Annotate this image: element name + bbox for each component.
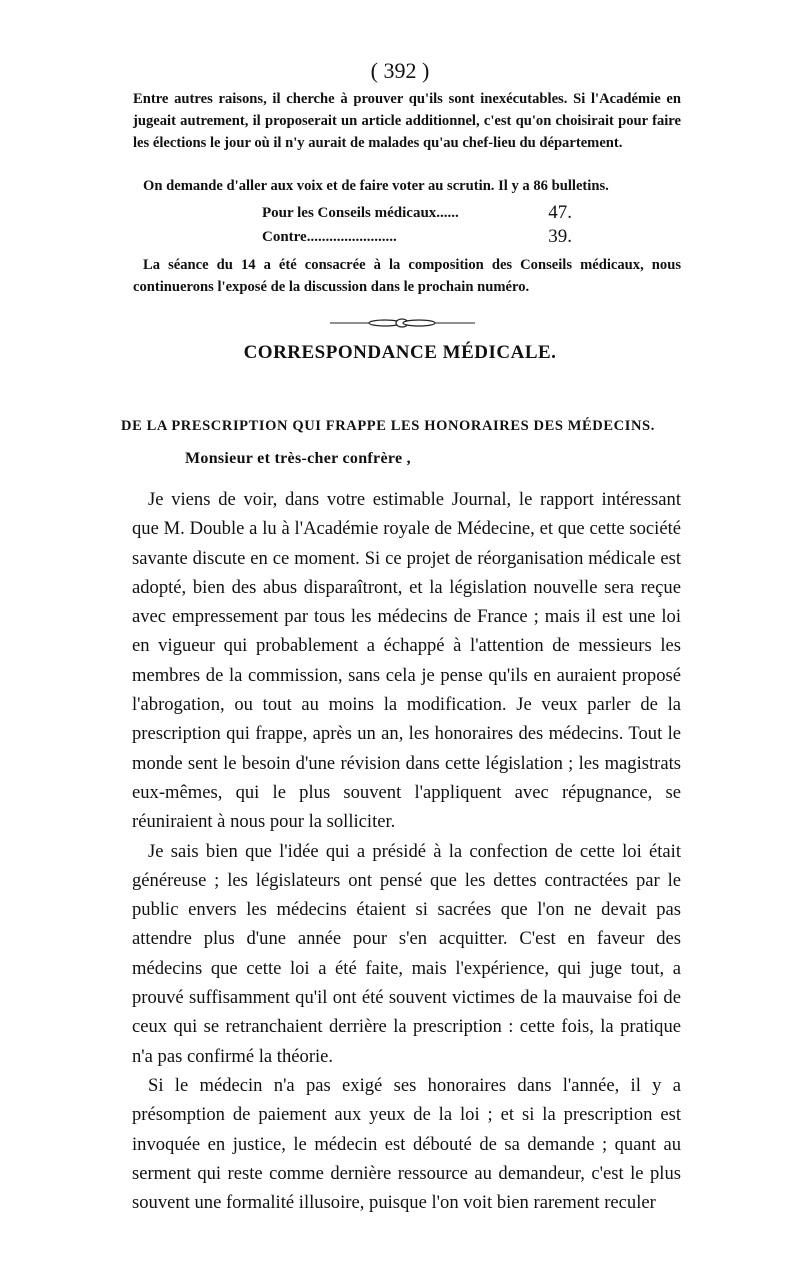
vote-value: 39. <box>548 226 572 247</box>
previous-discussion <box>133 88 681 154</box>
article-title: DE LA PRESCRIPTION QUI FRAPPE LES HONORAIRES DES MÉDECINS. <box>121 418 655 434</box>
section-title: CORRESPONDANCE MÉDICALE. <box>243 342 557 363</box>
vote-request <box>133 175 681 197</box>
discussion-paragraph: Entre autres raisons, il cherche à prouver qu'ils sont inexécutables. Si l'Académie en jugeait autrement, il proposerait un article additionnel, c'est qu'on choisirait pour faire les élections le jour où il n'y aurait de malades qu'au chef-lieu du département. <box>133 91 681 151</box>
body-paragraph: Je sais bien que l'idée qui a présidé à la confection de cette loi était généreuse ; les législateurs ont pensé que les dettes contractées par le public envers les médecins étaient si sacrées que l'on ne devait pas attendre plus d'une année pour s'en acquitter. C'est en faveur des médecins que cette loi a été faite, mais l'expérience, qui juge tout, a prouvé suffisamment qu'il ont été souvent victimes de la mauvaise foi de ceux qui se retranchaient derrière la prescription : cette fois, la pratique n'a pas confirmé la théorie. <box>132 840 681 1067</box>
page-number: ( 392 ) <box>370 58 430 83</box>
vote-row <box>262 225 572 249</box>
vote-label: Contre........................ <box>262 229 397 245</box>
ornament-divider-icon <box>330 316 475 330</box>
body-paragraph: Si le médecin n'a pas exigé ses honoraires dans l'année, il y a présomption de paiement aux yeux de la loi ; et si la prescription est invoquée en justice, le médecin est débouté de sa demande ; quant au serment qui reste comme dernière ressource au demandeur, c'est le plus souvent une formalité illusoire, puisque l'on voit bien rarement reculer <box>132 1074 681 1214</box>
vote-value: 47. <box>548 202 572 223</box>
letter-body <box>132 485 681 1217</box>
salutation: Monsieur et très-cher confrère , <box>185 450 411 467</box>
vote-results <box>262 201 572 249</box>
body-paragraph: Je viens de voir, dans votre estimable Journal, le rapport intéressant que M. Double a lu à l'Académie royale de Médecine, et que cette société savante discute en ce moment. Si ce projet de réorganisation médicale est adopté, bien des abus disparaîtront, et la législation nouvelle sera reçue avec empressement par tous les médecins de France ; mais il est une loi en vigueur qui probablement a échappé à l'attention de messieurs les membres de la commission, sans cela je pense qu'ils en auraient proposé l'abrogation, ou tout au moins la modification. Je veux parler de la prescription qui frappe, après un an, les honoraires des médecins. Tout le monde sent le besoin d'une révision dans cette législation ; les magistrats eux-mêmes, qui le plus souvent l'appliquent avec répugnance, se réuniraient à nous pour la solliciter. <box>132 489 681 833</box>
seance-paragraph: La séance du 14 a été consacrée à la composition des Conseils médicaux, nous continuerons l'exposé de la discussion dans le prochain numéro. <box>133 257 681 295</box>
seance-note <box>133 254 681 298</box>
vote-line: On demande d'aller aux voix et de faire voter au scrutin. Il y a 86 bulletins. <box>143 178 609 194</box>
vote-label: Pour les Conseils médicaux...... <box>262 205 459 221</box>
vote-row <box>262 201 572 225</box>
